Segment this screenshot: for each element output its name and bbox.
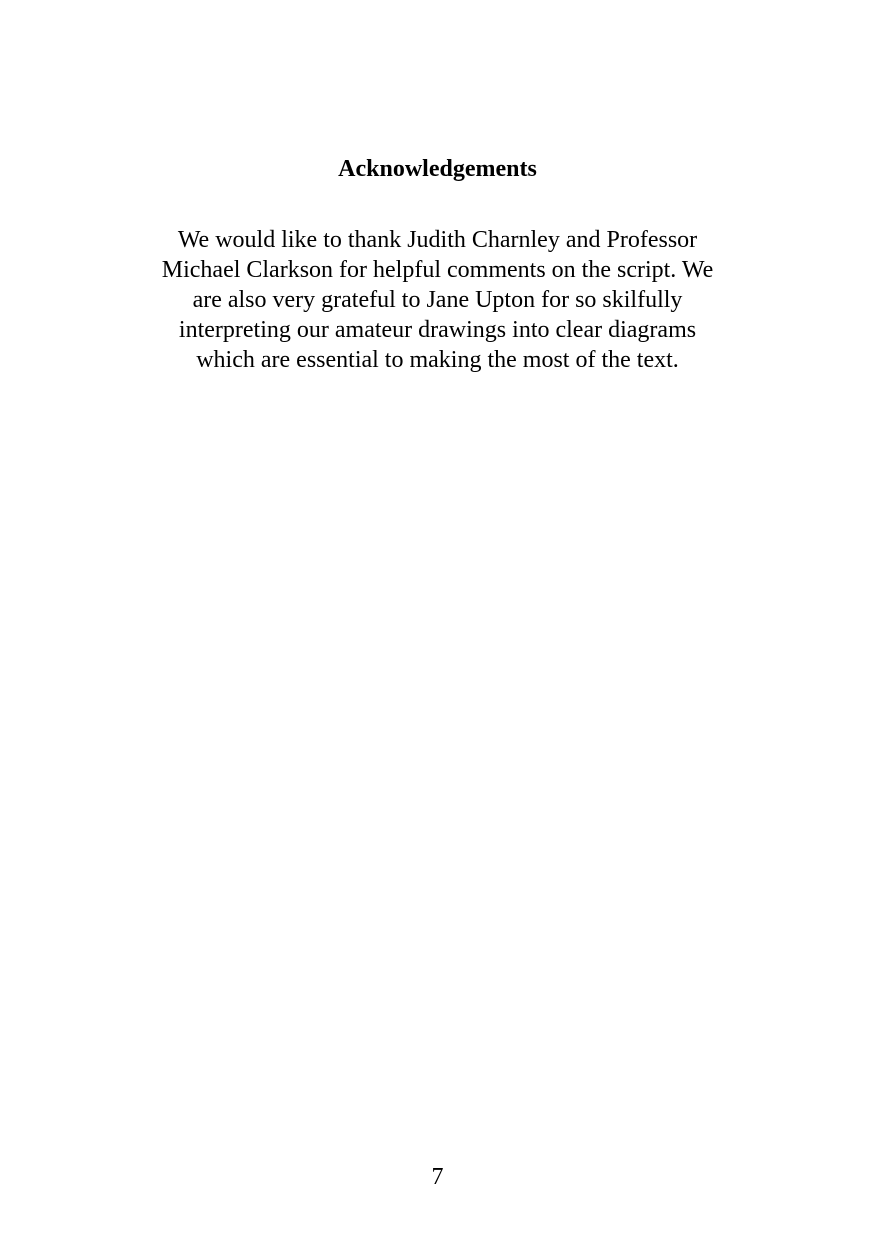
page-number: 7 (431, 1164, 444, 1190)
acknowledgements-paragraph (137, 225, 738, 375)
paragraph-line: interpreting our amateur drawings into clear diagrams (178, 317, 697, 343)
paragraph-line: which are essential to making the most of the text. (196, 347, 679, 373)
page-heading: Acknowledgements (338, 156, 537, 182)
paragraph-line: are also very grateful to Jane Upton for so skilfully (192, 287, 683, 313)
paragraph-line: We would like to thank Judith Charnley and Professor (177, 227, 698, 253)
paragraph-line: Michael Clarkson for helpful comments on the script. We (161, 257, 714, 283)
